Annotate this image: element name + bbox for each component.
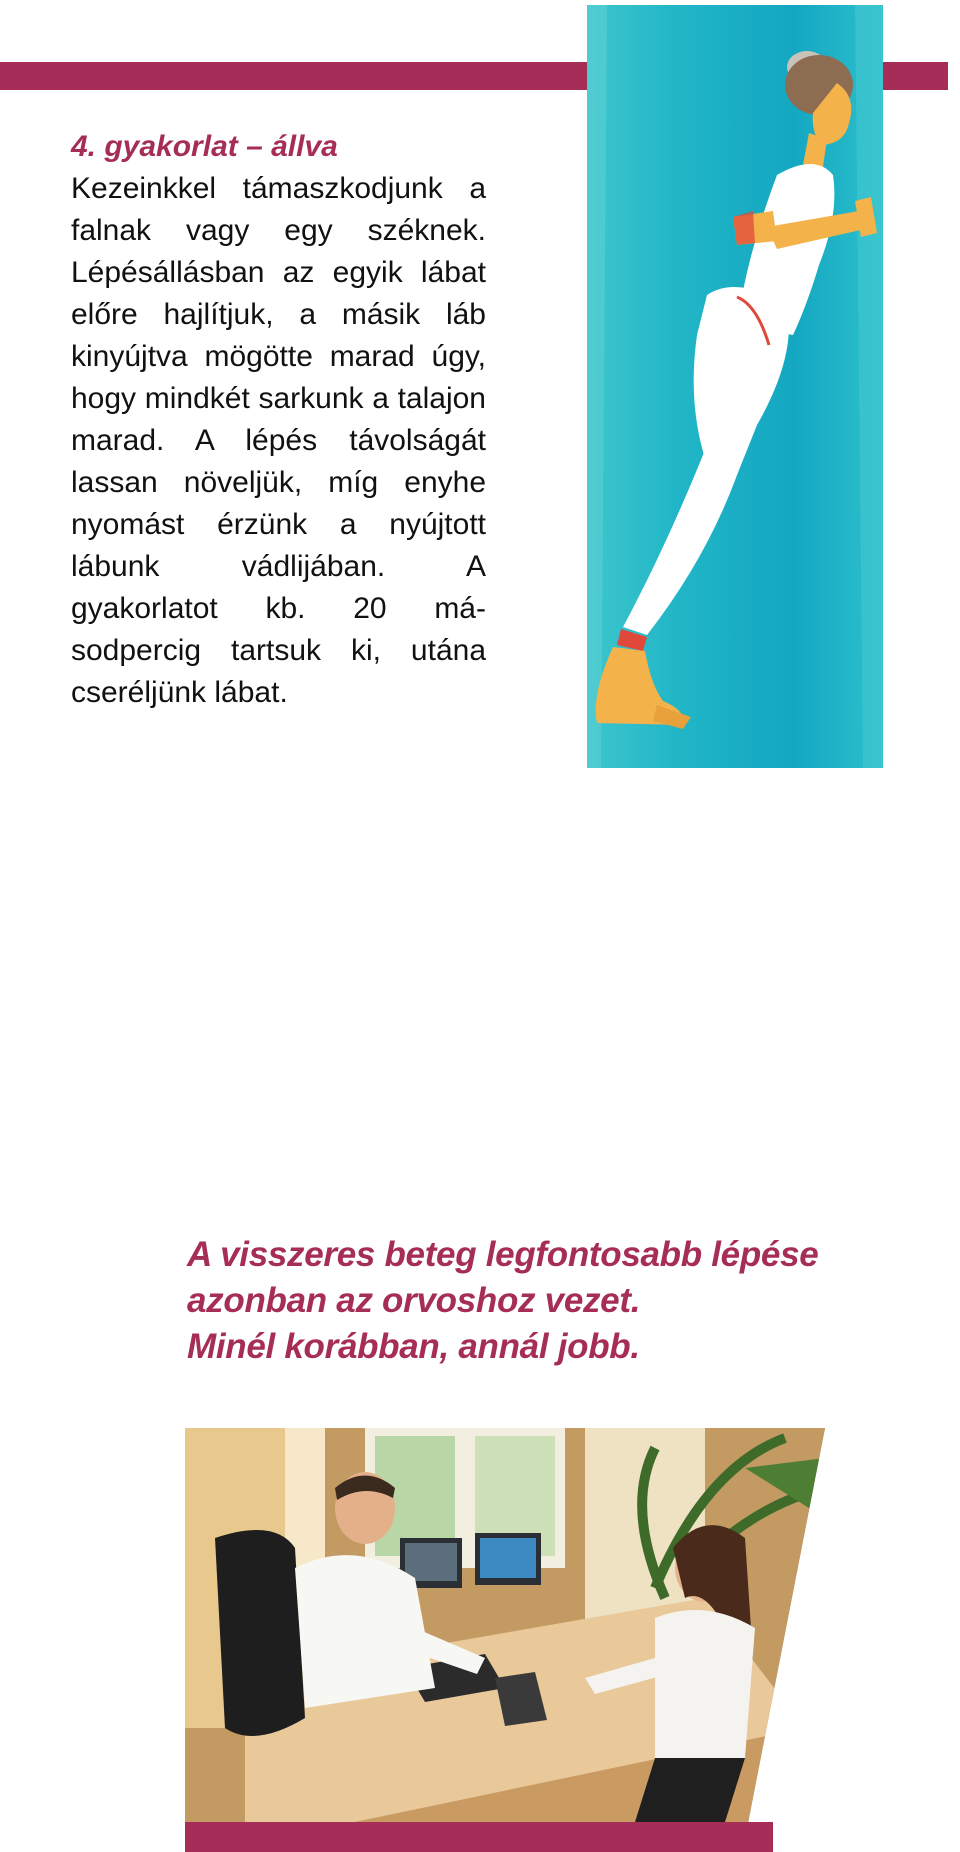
consultation-scene [185, 1428, 825, 1822]
callout-line-2: azonban az orvoshoz vezet. [187, 1281, 641, 1320]
exercise-description: Kezeinkkel támaszkodjunk a falnak vagy egy széknek. Lépésállásban az egyik lábat előre hajlítjuk, a másik láb kinyújtva mögötte marad úgy, hogy mindkét sarkunk a talajon marad. A lépés távolságát lassan növeljük, míg enyhe nyomást érzünk a nyújtott lábunk vádlijában. A gyakorlatot kb. 20 másodpercig tartsuk ki, utána cseréljünk lábat. [71, 172, 486, 709]
callout-line-1: A visszeres beteg legfontosabb lépése [187, 1235, 819, 1274]
doctor-consultation-photo [185, 1428, 825, 1822]
callout-line-3: Minél korábban, annál jobb. [187, 1327, 640, 1366]
doctor-advice-callout [187, 1232, 907, 1370]
exercise-section [71, 126, 486, 714]
woman-leaning-figure [587, 5, 883, 768]
standing-calf-stretch-illustration [587, 5, 883, 768]
bottom-accent-band [185, 1822, 773, 1852]
exercise-title: 4. gyakorlat – állva [71, 130, 338, 163]
